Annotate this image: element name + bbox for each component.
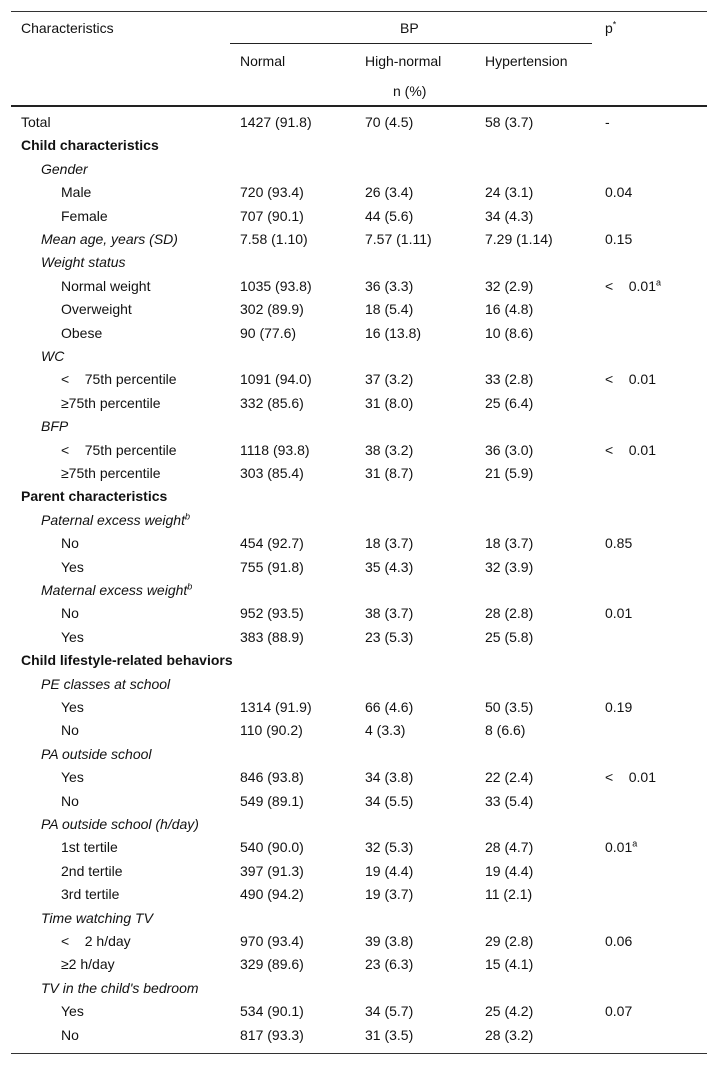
row-label: ≥75th percentile — [61, 395, 161, 411]
cell-normal: 303 (85.4) — [240, 465, 304, 481]
table-row — [11, 180, 707, 203]
row-label: Yes — [61, 699, 84, 715]
row-label: Overweight — [61, 301, 132, 317]
cell-high-normal: 19 (4.4) — [365, 863, 414, 879]
cell-high-normal: 38 (3.2) — [365, 442, 414, 458]
table-row — [11, 695, 707, 718]
table-row — [11, 835, 707, 858]
cell-normal: 755 (91.8) — [240, 559, 304, 575]
cell-normal: 332 (85.6) — [240, 395, 304, 411]
cell-normal: 383 (88.9) — [240, 629, 304, 645]
group-row — [11, 227, 707, 250]
row-label: ≥2 h/day — [61, 956, 115, 972]
header-high-normal: High-normal — [365, 53, 442, 69]
cell-normal: 490 (94.2) — [240, 886, 304, 902]
cell-high-normal: 35 (4.3) — [365, 559, 414, 575]
cell-normal: 1091 (94.0) — [240, 371, 312, 387]
row-label: No — [61, 722, 79, 738]
row-label: Normal weight — [61, 278, 151, 294]
cell-high-normal: 34 (5.5) — [365, 793, 414, 809]
cell-high-normal: 37 (3.2) — [365, 371, 414, 387]
row-label: 2nd tertile — [61, 863, 123, 879]
cell-high-normal: 70 (4.5) — [365, 114, 414, 130]
cell-normal: 549 (89.1) — [240, 793, 304, 809]
table-row — [11, 882, 707, 905]
cell-high-normal: 19 (3.7) — [365, 886, 414, 902]
cell-normal: 970 (93.4) — [240, 933, 304, 949]
cell-p-value: 0.15 — [605, 231, 633, 247]
cell-p-value: 0.19 — [605, 699, 633, 715]
row-label: No — [61, 535, 79, 551]
table-row — [11, 929, 707, 952]
group-row — [11, 344, 707, 367]
table-row — [11, 601, 707, 624]
cell-high-normal: 34 (3.8) — [365, 769, 414, 785]
cell-normal: 1314 (91.9) — [240, 699, 312, 715]
cell-hypertension: 8 (6.6) — [485, 722, 526, 738]
cell-p-value: 0.01$^a$ — [605, 838, 638, 855]
cell-p-value: 0.06 — [605, 933, 633, 949]
group-row — [11, 976, 707, 999]
cell-hypertension: 11 (2.1) — [485, 886, 533, 902]
row-label: Gender — [41, 161, 88, 177]
cell-hypertension: 50 (3.5) — [485, 699, 534, 715]
header-bottom-rule — [11, 105, 707, 107]
cell-normal: 952 (93.5) — [240, 605, 304, 621]
cell-hypertension: 32 (3.9) — [485, 559, 534, 575]
row-label: Yes — [61, 1003, 84, 1019]
cell-hypertension: 10 (8.6) — [485, 325, 534, 341]
table-row — [11, 789, 707, 812]
cell-normal: 1118 (93.8) — [240, 442, 310, 458]
table-row — [11, 1023, 707, 1046]
header-characteristics: Characteristics — [21, 20, 114, 36]
cell-high-normal: 23 (5.3) — [365, 629, 414, 645]
table-row — [11, 859, 707, 882]
cell-high-normal: 18 (3.7) — [365, 535, 414, 551]
table-row — [11, 321, 707, 344]
cell-hypertension: 15 (4.1) — [485, 956, 534, 972]
row-label: No — [61, 605, 79, 621]
row-label: PA outside school — [41, 746, 152, 762]
row-label: Yes — [61, 559, 84, 575]
cell-normal: 302 (89.9) — [240, 301, 304, 317]
row-label: PE classes at school — [41, 676, 171, 692]
table-row — [11, 204, 707, 227]
cell-hypertension: 25 (6.4) — [485, 395, 534, 411]
table-row — [11, 625, 707, 648]
cell-p-value: < 0.01 — [605, 769, 656, 785]
group-row — [11, 906, 707, 929]
row-label: Parent characteristics — [21, 488, 168, 504]
cell-normal: 1427 (91.8) — [240, 114, 312, 130]
row-label: BFP — [41, 418, 69, 434]
cell-normal: 540 (90.0) — [240, 839, 304, 855]
row-label: 3rd tertile — [61, 886, 120, 902]
cell-high-normal: 18 (5.4) — [365, 301, 414, 317]
row-label: Male — [61, 184, 92, 200]
cell-hypertension: 28 (2.8) — [485, 605, 534, 621]
row-label: < 75th percentile — [61, 371, 177, 387]
group-row — [11, 250, 707, 273]
cell-normal: 110 (90.2) — [240, 722, 303, 738]
table-row — [11, 765, 707, 788]
cell-normal: 329 (89.6) — [240, 956, 304, 972]
table-row — [11, 367, 707, 390]
table-row — [11, 461, 707, 484]
row-label: ≥75th percentile — [61, 465, 161, 481]
cell-hypertension: 25 (5.8) — [485, 629, 534, 645]
group-row — [11, 508, 707, 531]
cell-p-value: - — [605, 114, 610, 130]
table-row — [11, 438, 707, 461]
row-label: < 2 h/day — [61, 933, 131, 949]
bottom-rule — [11, 1053, 707, 1054]
row-label: Paternal excess weight$^b$ — [41, 511, 190, 528]
cell-hypertension: 16 (4.8) — [485, 301, 534, 317]
cell-normal: 707 (90.1) — [240, 208, 304, 224]
cell-p-value: < 0.01$^a$ — [605, 277, 661, 294]
cell-normal: 846 (93.8) — [240, 769, 304, 785]
row-label: Child lifestyle-related behaviors — [21, 652, 233, 668]
cell-high-normal: 23 (6.3) — [365, 956, 414, 972]
cell-hypertension: 36 (3.0) — [485, 442, 534, 458]
table-row — [11, 555, 707, 578]
group-row — [11, 578, 707, 601]
cell-p-value: < 0.01 — [605, 371, 656, 387]
cell-high-normal: 16 (13.8) — [365, 325, 422, 341]
cell-hypertension: 21 (5.9) — [485, 465, 534, 481]
group-row — [11, 742, 707, 765]
section-row — [11, 484, 707, 507]
group-row — [11, 414, 707, 437]
bp-span-rule — [230, 43, 592, 44]
cell-hypertension: 24 (3.1) — [485, 184, 534, 200]
cell-high-normal: 44 (5.6) — [365, 208, 414, 224]
row-label: WC — [41, 348, 65, 364]
cell-high-normal: 39 (3.8) — [365, 933, 414, 949]
cell-normal: 1035 (93.8) — [240, 278, 312, 294]
cell-hypertension: 18 (3.7) — [485, 535, 534, 551]
row-label: No — [61, 793, 79, 809]
table-row — [11, 297, 707, 320]
cell-high-normal: 38 (3.7) — [365, 605, 414, 621]
cell-normal: 534 (90.1) — [240, 1003, 304, 1019]
table-row — [11, 391, 707, 414]
group-row — [11, 812, 707, 835]
cell-p-value: 0.04 — [605, 184, 633, 200]
table-row — [11, 718, 707, 741]
row-label: Weight status — [41, 254, 126, 270]
table-row — [11, 999, 707, 1022]
cell-high-normal: 36 (3.3) — [365, 278, 414, 294]
cell-normal: 817 (93.3) — [240, 1027, 304, 1043]
cell-normal: 90 (77.6) — [240, 325, 297, 341]
cell-high-normal: 26 (3.4) — [365, 184, 414, 200]
table-row — [11, 110, 707, 133]
cell-high-normal: 31 (8.0) — [365, 395, 414, 411]
row-label: 1st tertile — [61, 839, 118, 855]
row-label: Maternal excess weight$^b$ — [41, 581, 193, 598]
cell-hypertension: 19 (4.4) — [485, 863, 534, 879]
cell-high-normal: 31 (8.7) — [365, 465, 414, 481]
header-normal: Normal — [240, 53, 286, 69]
cell-normal: 720 (93.4) — [240, 184, 304, 200]
cell-hypertension: 58 (3.7) — [485, 114, 534, 130]
row-label: Child characteristics — [21, 137, 159, 153]
header-n-pct: n (%) — [393, 83, 427, 99]
cell-hypertension: 33 (2.8) — [485, 371, 534, 387]
cell-hypertension: 28 (4.7) — [485, 839, 534, 855]
cell-normal: 7.58 (1.10) — [240, 231, 308, 247]
cell-hypertension: 22 (2.4) — [485, 769, 534, 785]
cell-p-value: 0.85 — [605, 535, 633, 551]
top-rule — [11, 11, 707, 12]
section-row — [11, 648, 707, 671]
section-row — [11, 133, 707, 156]
cell-hypertension: 29 (2.8) — [485, 933, 534, 949]
row-label: Female — [61, 208, 108, 224]
cell-hypertension: 7.29 (1.14) — [485, 231, 553, 247]
table-row — [11, 531, 707, 554]
cell-high-normal: 34 (5.7) — [365, 1003, 414, 1019]
cell-normal: 397 (91.3) — [240, 863, 304, 879]
group-row — [11, 672, 707, 695]
header-hypertension: Hypertension — [485, 53, 568, 69]
group-row — [11, 157, 707, 180]
cell-hypertension: 25 (4.2) — [485, 1003, 534, 1019]
table-row — [11, 952, 707, 975]
cell-p-value: 0.01 — [605, 605, 633, 621]
row-label: Mean age, years (SD) — [41, 231, 178, 247]
cell-hypertension: 33 (5.4) — [485, 793, 534, 809]
row-label: No — [61, 1027, 79, 1043]
cell-high-normal: 66 (4.6) — [365, 699, 414, 715]
header-p: p* — [605, 19, 617, 36]
row-label: Obese — [61, 325, 103, 341]
cell-p-value: < 0.01 — [605, 442, 656, 458]
cell-high-normal: 31 (3.5) — [365, 1027, 414, 1043]
header-bp: BP — [400, 20, 419, 36]
row-label: Yes — [61, 629, 84, 645]
row-label: Total — [21, 114, 51, 130]
cell-hypertension: 28 (3.2) — [485, 1027, 534, 1043]
row-label: TV in the child's bedroom — [41, 980, 199, 996]
row-label: Yes — [61, 769, 84, 785]
cell-high-normal: 32 (5.3) — [365, 839, 414, 855]
row-label: Time watching TV — [41, 910, 153, 926]
row-label: < 75th percentile — [61, 442, 177, 458]
row-label: PA outside school (h/day) — [41, 816, 199, 832]
cell-normal: 454 (92.7) — [240, 535, 304, 551]
table-row — [11, 274, 707, 297]
cell-p-value: 0.07 — [605, 1003, 633, 1019]
cell-hypertension: 34 (4.3) — [485, 208, 534, 224]
cell-high-normal: 4 (3.3) — [365, 722, 406, 738]
cell-hypertension: 32 (2.9) — [485, 278, 534, 294]
cell-high-normal: 7.57 (1.11) — [365, 231, 432, 247]
